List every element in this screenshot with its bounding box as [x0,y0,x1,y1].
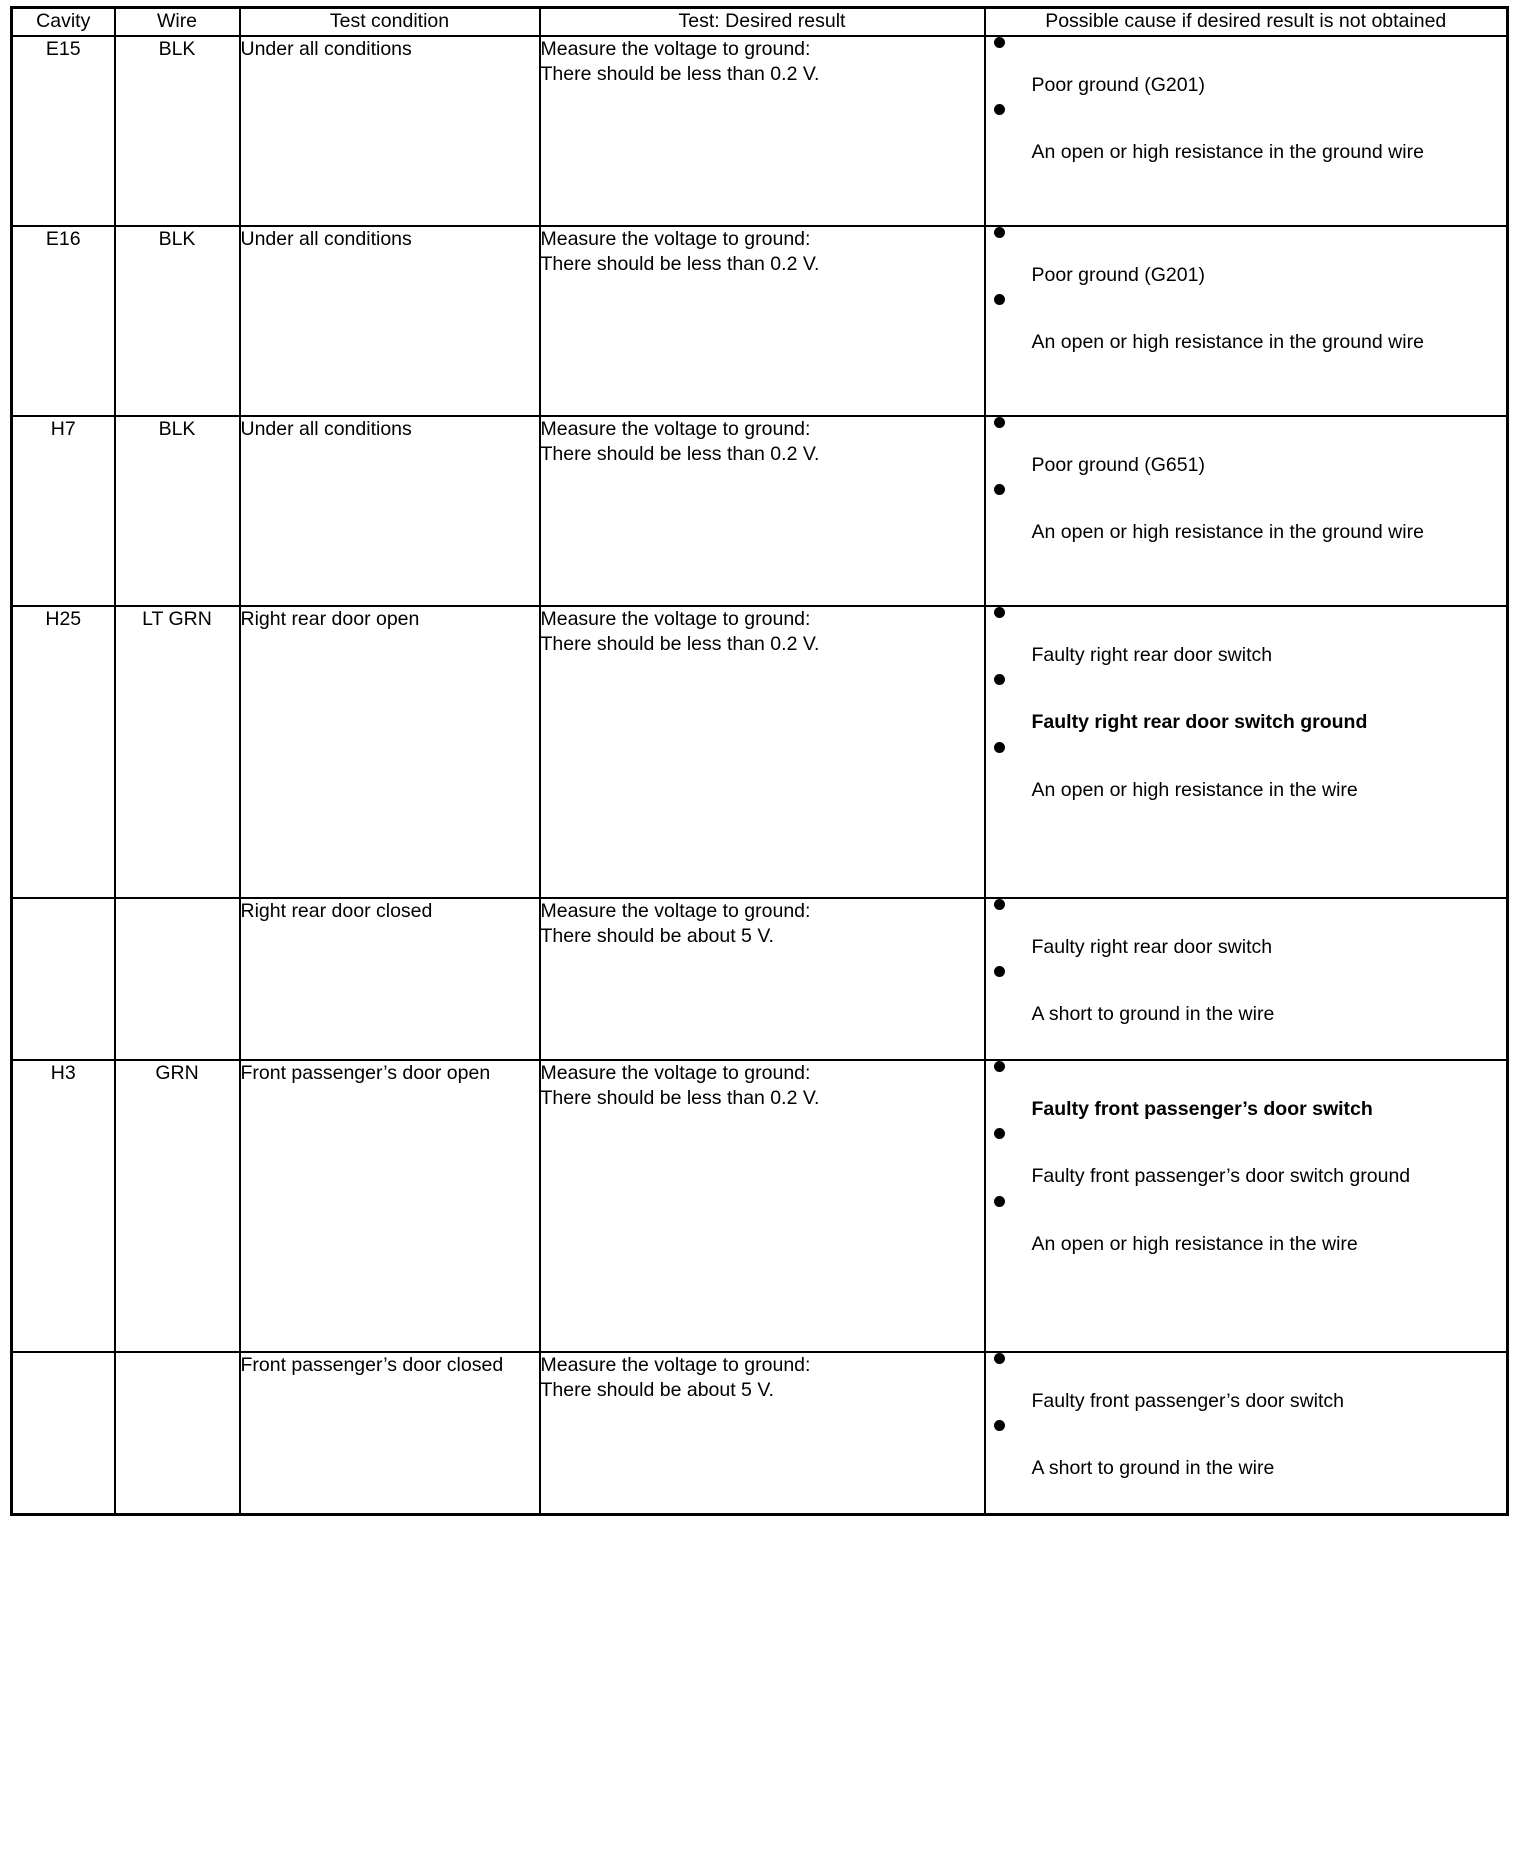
cause-item [986,1128,1507,1190]
cell-cavity: H7 [12,416,115,606]
test-result-line-2: There should be about 5 V. [540,925,774,948]
cell-cavity: E16 [12,226,115,416]
column-header-test-condition: Test condition [240,8,540,36]
bullet-icon [994,742,1005,753]
cell-test-condition: Right rear door open [240,606,540,898]
cell-test-result [540,606,985,898]
table-body [12,36,1508,1515]
cell-test-result [540,226,985,416]
table-row [12,416,1508,606]
cause-text: Faulty right rear door switch ground [1031,711,1368,734]
test-result-line-2: There should be less than 0.2 V. [540,63,820,86]
cell-cavity: H25 [12,606,115,898]
cell-possible-cause [985,898,1508,1060]
cell-wire [115,898,240,1060]
cause-text: Faulty front passenger’s door switch [1031,1389,1345,1412]
cell-cavity [12,1352,115,1515]
test-result-line-1: Measure the voltage to ground: [540,37,811,60]
cause-text: An open or high resistance in the wire [1031,779,1358,802]
cell-test-condition: Under all conditions [240,416,540,606]
cause-text: Faulty right rear door switch [1031,935,1273,958]
cell-test-result [540,1352,985,1515]
cause-item [986,899,1507,961]
cause-text: Poor ground (G201) [1031,73,1205,96]
table-header-row [12,8,1508,36]
cell-possible-cause [985,1352,1508,1515]
bullet-icon [994,607,1005,618]
bullet-icon [994,966,1005,977]
cause-item [986,417,1507,479]
cause-text: A short to ground in the wire [1031,1457,1275,1480]
cause-item [986,1353,1507,1415]
cause-item [986,294,1507,356]
cause-text: A short to ground in the wire [1031,1003,1275,1026]
cause-text: Faulty right rear door switch [1031,643,1273,666]
table-row [12,226,1508,416]
bullet-icon [994,37,1005,48]
cell-test-result [540,416,985,606]
cell-cavity [12,898,115,1060]
cause-item [986,37,1507,99]
cause-list [986,899,1507,1028]
cause-item [986,674,1507,736]
cause-list [986,1061,1507,1258]
test-result-line-1: Measure the voltage to ground: [540,1061,811,1084]
cause-item [986,104,1507,166]
test-result-line-1: Measure the voltage to ground: [540,899,811,922]
test-result-line-1: Measure the voltage to ground: [540,1353,811,1376]
bullet-icon [994,899,1005,910]
cell-wire: BLK [115,226,240,416]
column-header-test-desired-result: Test: Desired result [540,8,985,36]
cell-wire [115,1352,240,1515]
table-header [12,8,1508,36]
test-result-line-2: There should be about 5 V. [540,1379,774,1402]
bullet-icon [994,417,1005,428]
cause-text: An open or high resistance in the ground wire [1031,141,1424,164]
bullet-icon [994,294,1005,305]
cell-cavity: E15 [12,36,115,226]
table-row [12,36,1508,226]
cause-text: Poor ground (G651) [1031,453,1205,476]
table-row [12,1352,1508,1515]
table-row [12,898,1508,1060]
bullet-icon [994,1420,1005,1431]
table-row [12,1060,1508,1352]
bullet-icon [994,1061,1005,1072]
bullet-icon [994,1196,1005,1207]
test-result-line-1: Measure the voltage to ground: [540,227,811,250]
test-result-line-2: There should be less than 0.2 V. [540,443,820,466]
bullet-icon [994,484,1005,495]
cause-list [986,227,1507,356]
cause-item [986,966,1507,1028]
test-result-line-2: There should be less than 0.2 V. [540,253,820,276]
cell-wire: GRN [115,1060,240,1352]
cell-test-condition: Right rear door closed [240,898,540,1060]
cell-test-condition: Under all conditions [240,226,540,416]
cause-item [986,1061,1507,1123]
cell-test-condition: Front passenger’s door open [240,1060,540,1352]
cell-test-result [540,1060,985,1352]
cell-wire: LT GRN [115,606,240,898]
cause-text: Poor ground (G201) [1031,263,1205,286]
cell-possible-cause [985,226,1508,416]
cell-test-condition: Under all conditions [240,36,540,226]
cause-list [986,417,1507,546]
cause-item [986,227,1507,289]
column-header-wire: Wire [115,8,240,36]
cell-test-result [540,898,985,1060]
cause-text: An open or high resistance in the ground wire [1031,331,1424,354]
cell-possible-cause [985,416,1508,606]
bullet-icon [994,1353,1005,1364]
bullet-icon [994,1128,1005,1139]
cell-possible-cause [985,36,1508,226]
cause-list [986,1353,1507,1482]
cell-cavity: H3 [12,1060,115,1352]
cell-wire: BLK [115,416,240,606]
cell-test-result [540,36,985,226]
cause-text: An open or high resistance in the ground wire [1031,521,1424,544]
cell-wire: BLK [115,36,240,226]
cause-text: An open or high resistance in the wire [1031,1233,1358,1256]
test-result-line-2: There should be less than 0.2 V. [540,633,820,656]
test-result-line-1: Measure the voltage to ground: [540,417,811,440]
column-header-possible-cause: Possible cause if desired result is not obtained [985,8,1508,36]
column-header-cavity: Cavity [12,8,115,36]
bullet-icon [994,227,1005,238]
bullet-icon [994,104,1005,115]
cause-item [986,742,1507,804]
cell-test-condition: Front passenger’s door closed [240,1352,540,1515]
cause-item [986,1420,1507,1482]
cause-item [986,484,1507,546]
bullet-icon [994,674,1005,685]
cause-text: Faulty front passenger’s door switch [1031,1097,1373,1120]
table-row [12,606,1508,898]
cell-possible-cause [985,1060,1508,1352]
cause-item [986,1196,1507,1258]
test-result-line-1: Measure the voltage to ground: [540,607,811,630]
diagnostic-table [10,6,1509,1516]
cause-list [986,37,1507,166]
cause-item [986,607,1507,669]
cause-text: Faulty front passenger’s door switch ground [1031,1165,1411,1188]
test-result-line-2: There should be less than 0.2 V. [540,1087,820,1110]
cause-list [986,607,1507,804]
cell-possible-cause [985,606,1508,898]
